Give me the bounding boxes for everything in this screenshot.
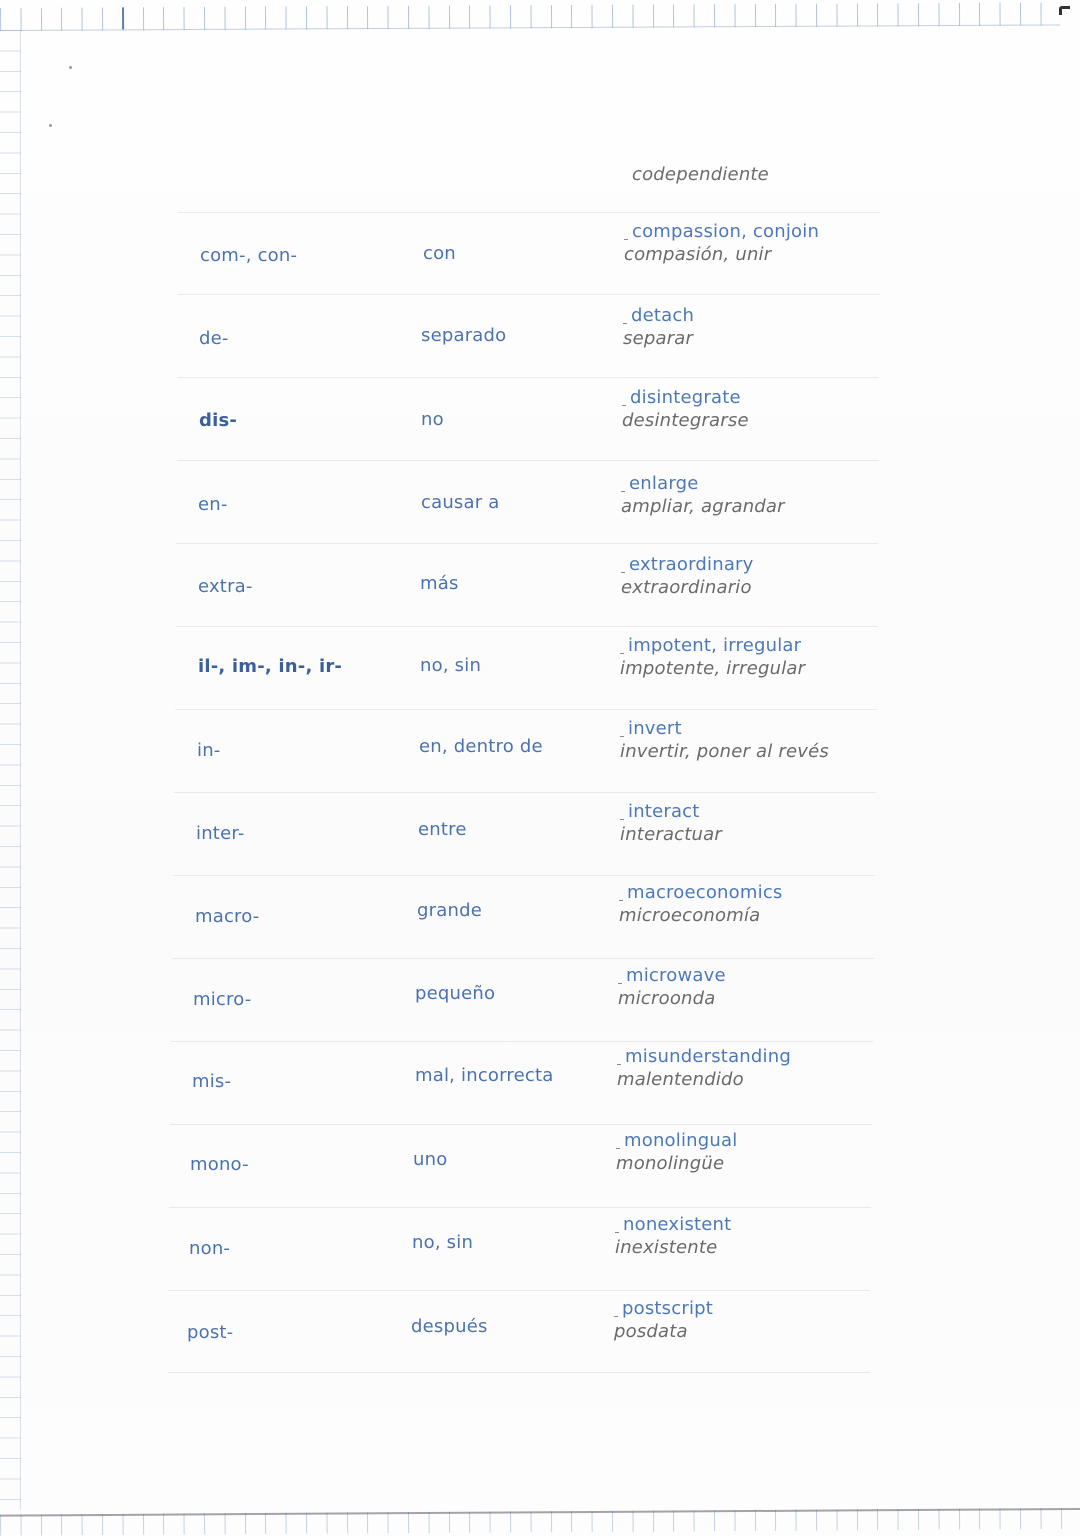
table-row bbox=[176, 626, 878, 709]
prefix-cell: in- bbox=[197, 740, 221, 761]
meaning-cell: después bbox=[411, 1316, 488, 1337]
example-cell bbox=[621, 473, 785, 517]
example-cell bbox=[619, 882, 783, 926]
example-cell bbox=[620, 635, 805, 679]
table-row bbox=[170, 1124, 872, 1207]
example-english: extraordinary bbox=[621, 554, 754, 575]
prefix-cell: mono- bbox=[190, 1154, 249, 1175]
meaning-cell: no, sin bbox=[420, 655, 482, 676]
example-english: microwave bbox=[618, 965, 726, 986]
table-row bbox=[177, 460, 879, 543]
example-spanish: posdata bbox=[614, 1321, 688, 1342]
example-cell bbox=[615, 1214, 731, 1258]
table-row bbox=[168, 1290, 870, 1373]
example-spanish: monolingüe bbox=[616, 1153, 725, 1174]
example-cell bbox=[618, 965, 726, 1009]
example-spanish: separar bbox=[623, 328, 694, 349]
example-spanish: extraordinario bbox=[621, 577, 752, 598]
meaning-cell: pequeño bbox=[415, 983, 496, 1004]
meaning-cell: separado bbox=[421, 325, 507, 346]
example-spanish: ampliar, agrandar bbox=[621, 496, 785, 517]
meaning-cell: no bbox=[421, 409, 444, 430]
table-row bbox=[177, 377, 879, 460]
table-row bbox=[176, 543, 878, 626]
prefix-cell: extra- bbox=[198, 576, 253, 597]
table-row bbox=[173, 875, 875, 958]
example-english: detach bbox=[623, 305, 694, 326]
example-cell bbox=[617, 1046, 791, 1090]
example-spanish: desintegrarse bbox=[622, 410, 749, 431]
example-spanish: compasión, unir bbox=[624, 244, 772, 265]
example-english: monolingual bbox=[616, 1130, 737, 1151]
meaning-cell: entre bbox=[418, 819, 467, 840]
example-cell bbox=[623, 305, 694, 349]
table-row bbox=[175, 709, 877, 792]
meaning-cell: en, dentro de bbox=[419, 736, 543, 757]
table-row bbox=[169, 1207, 871, 1290]
example-cell bbox=[620, 801, 722, 845]
prefix-cell: il-, im-, in-, ir- bbox=[198, 656, 343, 677]
prefix-cell: com-, con- bbox=[200, 245, 298, 266]
prefix-cell: dis- bbox=[199, 410, 238, 431]
meaning-cell: más bbox=[420, 573, 459, 594]
example-spanish: invertir, poner al revés bbox=[620, 741, 829, 762]
prefix-cell: mis- bbox=[192, 1071, 232, 1092]
example-cell bbox=[622, 387, 749, 431]
meaning-cell: grande bbox=[417, 900, 482, 921]
example-cell bbox=[624, 221, 819, 265]
example-cell bbox=[620, 718, 829, 762]
prefix-cell: de- bbox=[199, 328, 229, 349]
prefix-cell: post- bbox=[187, 1322, 234, 1343]
example-cell bbox=[614, 1298, 713, 1342]
table-row bbox=[178, 294, 880, 377]
example-english: misunderstanding bbox=[617, 1046, 791, 1067]
meaning-cell: con bbox=[423, 243, 456, 264]
example-cell bbox=[621, 554, 754, 598]
table-bottom-divider bbox=[168, 1372, 870, 1373]
example-spanish: malentendido bbox=[617, 1069, 744, 1090]
prefix-cell: non- bbox=[189, 1238, 231, 1259]
example-english: interact bbox=[620, 801, 722, 822]
example-spanish: microeconomía bbox=[619, 905, 761, 926]
example-spanish: inexistente bbox=[615, 1237, 718, 1258]
example-english: compassion, conjoin bbox=[624, 221, 819, 242]
example-english: nonexistent bbox=[615, 1214, 731, 1235]
table-row bbox=[171, 1041, 873, 1124]
table-row bbox=[174, 792, 876, 875]
example-english: invert bbox=[620, 718, 829, 739]
meaning-cell: causar a bbox=[421, 492, 500, 513]
prefix-cell: inter- bbox=[196, 823, 245, 844]
example-spanish: microonda bbox=[618, 988, 716, 1009]
example-english: disintegrate bbox=[622, 387, 749, 408]
continued-example-spanish: codependiente bbox=[632, 164, 769, 185]
example-english: postscript bbox=[614, 1298, 713, 1319]
example-cell bbox=[616, 1130, 737, 1174]
example-english: enlarge bbox=[621, 473, 785, 494]
meaning-cell: mal, incorrecta bbox=[415, 1065, 554, 1086]
example-spanish: interactuar bbox=[620, 824, 722, 845]
meaning-cell: uno bbox=[413, 1149, 448, 1170]
example-english: macroeconomics bbox=[619, 882, 783, 903]
prefix-cell: en- bbox=[198, 494, 228, 515]
example-english: impotent, irregular bbox=[620, 635, 805, 656]
example-spanish: impotente, irregular bbox=[620, 658, 806, 679]
prefix-cell: micro- bbox=[193, 989, 252, 1010]
table-row bbox=[178, 212, 880, 295]
table-row bbox=[172, 958, 874, 1041]
prefix-cell: macro- bbox=[195, 906, 260, 927]
meaning-cell: no, sin bbox=[412, 1232, 474, 1253]
